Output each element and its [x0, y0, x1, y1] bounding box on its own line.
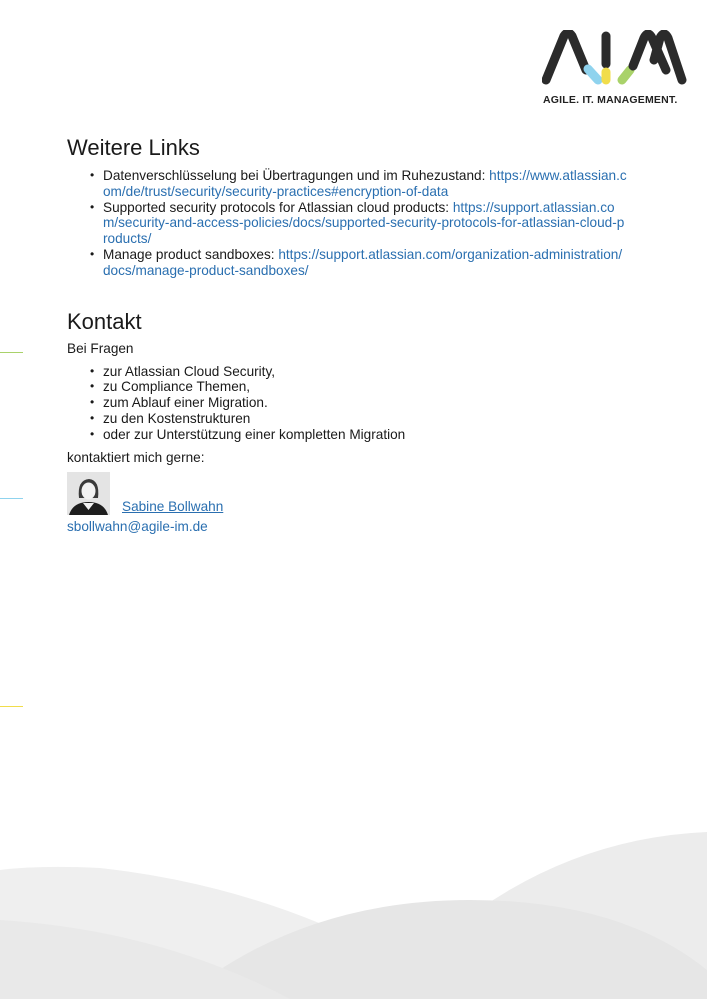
margin-mark-green [0, 352, 23, 353]
background-arcs [0, 820, 707, 999]
link-description: Manage product sandboxes: [103, 246, 279, 262]
links-section-title: Weitere Links [67, 135, 200, 160]
contact-outro: kontaktiert mich gerne: [67, 449, 205, 465]
links-list [67, 168, 627, 279]
list-item: • oder zur Unterstützung einer kompletten Migration [103, 427, 627, 443]
link-security-protocols[interactable]: https://support.atlassian.com/security-and-access-policies/docs/supported-security-protocols-for-atlassian-cloud-products/ [103, 199, 625, 247]
link-description: Datenverschlüsselung bei Übertragungen und im Ruhezustand: [103, 168, 490, 183]
link-encryption[interactable]: https://www.atlassian.com/de/trust/security/security-practices#encryption-of-data [103, 168, 627, 199]
list-item: • zu den Kostenstrukturen [103, 411, 627, 427]
list-item [103, 200, 627, 247]
contact-email-link[interactable]: sbollwahn@agile-im.de [67, 518, 208, 534]
avatar [67, 472, 110, 515]
contact-name-link[interactable]: Sabine Bollwahn [122, 498, 224, 514]
margin-mark-cyan [0, 498, 23, 499]
list-item: • zum Ablauf einer Migration. [103, 395, 627, 411]
contact-card [67, 472, 627, 515]
link-description: Supported security protocols for Atlassian cloud products: [103, 199, 453, 215]
link-product-sandboxes[interactable]: https://support.atlassian.com/organization-administration/docs/manage-product-sandboxes/ [103, 246, 623, 278]
contact-section-title: Kontakt [67, 308, 142, 334]
contact-intro: Bei Fragen [67, 340, 134, 356]
margin-mark-yellow [0, 706, 23, 707]
list-item: • zu Compliance Themen, [103, 379, 627, 395]
list-item: • zur Atlassian Cloud Security, [103, 364, 627, 380]
aim-logo [540, 30, 688, 108]
list-item [103, 168, 627, 200]
logo-tagline: AGILE. IT. MANAGEMENT. [543, 94, 678, 106]
list-item [103, 247, 627, 279]
aim-logo-mark [542, 30, 688, 86]
main-content [67, 134, 627, 534]
contact-topics-list [67, 364, 627, 443]
